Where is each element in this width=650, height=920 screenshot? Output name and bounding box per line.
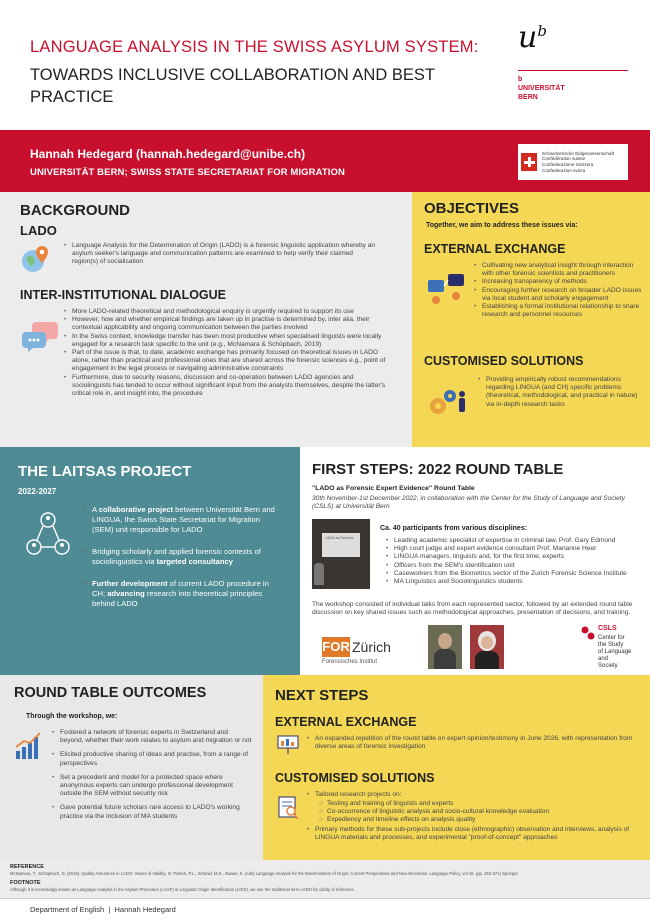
laitsas-item-text: Bridging scholarly and applied forensic contexts of sociolinguistics via [92,547,261,566]
people-network-icon [426,270,468,308]
participant-item: • MA Linguistics and Sociolinguistics students [386,578,644,586]
for-logo-zurich: Zürich [352,639,391,655]
lado-bullet: • Language Analysis for the Determination of Origin (LADO) is a forensic linguistic application whereby an asylum seeker's language and communication patterns are examined to help verify their claimed region(s) of socialisation [64,242,376,267]
next-custom-sub-item: ○ Co-occurrence of linguistic analysis and socio-cultural knowledge evaluation [319,808,635,816]
reference-text: McNamara, T., Schüpbach, D. (2019). Quality Assurance in LADO: Issues of Validity. In: Patrick, P.L., Schmid, M.S., Zwaan, K. (eds) Language Analysis for the Determination of Origin: Current Perspectives and New Directions. Language Policy, vol 16. (pp. 253-271) Springer. [10,871,519,876]
laitsas-item-text: research into theoretical principles behind LADO [92,589,263,608]
next-custom-sub-item: ○ Expediency and timeline effects on analysis quality [319,816,635,824]
gears-person-icon [426,384,470,422]
objectives-custom-list [478,376,638,409]
participants-heading: Ca. 40 participants from various disciplines: [380,525,528,532]
next-steps-heading: NEXT STEPS [275,687,369,704]
dialogue-item: • However, how and whether empirical findings are taken up in practise is determined by, inter alia, their contextual applicability and ongoing communication between the parties involved [64,316,392,332]
author-affiliation: UNIVERSITÄT BERN; SWISS STATE SECRETARIAT FOR MIGRATION [30,167,345,178]
next-custom-heading: CUSTOMISED SOLUTIONS [275,771,435,785]
logo-mark: u [518,20,538,55]
chat-bubbles-icon [22,320,58,354]
objectives-heading: OBJECTIVES [424,200,520,217]
first-steps-section [300,447,650,675]
next-custom-list [307,791,637,799]
outcome-item: • Gave potential future scholars rare access to LADO's working practice via the inclusion of MA students [52,804,252,820]
portrait-photo-1 [428,625,462,669]
csls-title: CSLS [598,625,617,632]
growth-chart-icon [14,731,42,761]
speaker-figure [314,563,324,585]
objectives-external-list [474,262,642,319]
workshop-text: The workshop consisted of individual talks from each represented sector, followed by an extended round table discussion on key shared issues such as methodological approaches, presentation of decisions, and training. [312,601,633,617]
laitsas-item [84,505,280,535]
outcome-item: • Set a precedent and model for a protected space where anonymous experts can undergo professional development outside the SEM without security risk [52,774,252,799]
poster-title-line1: LANGUAGE ANALYSIS IN THE SWISS ASYLUM SYSTEM: [30,38,479,56]
laitsas-section [0,447,300,675]
participants-list [386,537,644,586]
outcomes-heading: ROUND TABLE OUTCOMES [14,685,207,701]
objectives-intro: Together, we aim to address these issues via: [426,222,578,229]
poster-footer [0,898,650,920]
presentation-icon [277,735,299,755]
portrait-photo-2 [470,625,504,669]
swiss-name-it: Confederazione Svizzera [542,162,594,167]
objectives-custom-item: • Providing empirically robust recommendations regarding LINGUA (and CH) specific problems (theoretical, methodological, and practical in nature) via in-depth research tasks [478,376,638,409]
background-section [0,192,412,447]
first-steps-heading: FIRST STEPS: 2022 ROUND TABLE [312,461,564,478]
dialogue-item: • More LADO-related theoretical and methodological enquiry is urgently required to support its use [64,308,392,316]
laitsas-item [84,579,280,609]
participant-item: • High court judge and expert evidence consultant Prof. Marianne Heer [386,545,644,553]
swiss-flag-icon [521,153,537,171]
laitsas-item-bold: targeted consultancy [156,557,233,566]
dialogue-heading: INTER-INSTITUTIONAL DIALOGUE [20,288,227,302]
participant-item: • Leading academic specialist of expertise in criminal law, Prof. Gary Edmond [386,537,644,545]
for-logo-box: FOR [322,637,350,657]
csls-line: the Study [598,642,624,648]
objectives-section [412,192,650,447]
logo-line1: b [518,76,523,83]
csls-mark-icon [580,625,596,641]
globe-location-icon [20,244,52,276]
outcomes-section [0,675,263,860]
team-network-icon [26,511,70,557]
next-steps-section [263,675,650,860]
laitsas-item-bold: advancing [107,589,145,598]
next-external-list [307,735,637,751]
author-name: Hannah Hedegard (hannah.hedegard@unibe.ch) [30,147,306,161]
swiss-name-fr: Confédération suisse [542,156,586,162]
laitsas-list [84,505,280,609]
research-document-icon [277,795,299,821]
participant-item: • Caseworkers from the Biometrics sector of the Zurich Forensic Science Institute [386,570,644,578]
first-steps-subtitle: "LADO as Forensic Expert Evidence" Round Table [312,485,475,492]
csls-line: Center for [598,635,625,641]
objectives-external-item: • Establishing a formal institutional relationship to share research and personnel resources [474,303,642,319]
swiss-name-de: Schweizerische Eidgenossenschaft [542,150,615,156]
next-custom-intro: • Tailored research projects on: [307,791,637,799]
footer-text: Department of English | Hannah Hedegard [30,905,176,914]
screen-text: LADO as Forensic [322,533,360,557]
outcome-item: • Fostered a network of forensic experts in Switzerland and beyond, whether their work relates to asylum and migration or not [52,729,252,745]
poster-title-line2: TOWARDS INCLUSIVE COLLABORATION AND BEST PRACTICE [30,66,435,106]
next-custom-more-list [307,826,637,842]
footnote-label: FOOTNOTE [10,880,41,886]
dialogue-list [64,308,392,398]
objectives-external-item: • Cultivating new analytical insight through interaction with other forensic scientists and practitioners [474,262,642,278]
objectives-external-item: • Encouraging further research on broader LADO issues via local student and scholarly engagement [474,287,642,303]
for-zurich-logo [322,633,398,669]
participant-item: • LINGUA managers, linguists and, for the first time, experts [386,553,644,561]
university-bern-logo [518,20,628,100]
next-custom-sub-item: ○ Testing and training of linguists and experts [319,800,635,808]
laitsas-years: 2022-2027 [18,487,57,496]
logo-divider [518,70,628,71]
csls-line: of Language [598,649,632,655]
dialogue-item: • Part of the issue is that, to date, academic exchange has primarily focused on theoretical issues in LADO alone, rather than practical and professional ones that are shared across the forensic sciences e.g., point of engagement in the legal process or navigating administrative constraints [64,349,392,374]
outcomes-intro: Through the workshop, we: [26,713,118,720]
objectives-external-heading: EXTERNAL EXCHANGE [424,242,566,256]
footnote-text: Although it is increasingly known as Language Analysis in the Asylum Procedure (LAAP) or Linguistic Origin Identification (LOID), we use the traditional term LADO for clarity of reference. [10,887,355,892]
laitsas-item-bold: collaborative project [98,505,174,514]
outcome-item: • Elicited productive sharing of ideas and practise, from a range of perspectives [52,751,252,767]
first-steps-dates: 30th November-1st December 2022, in collaboration with the Center for the Study of Language and Society (CSLS) at Universität Bern [312,495,625,511]
laitsas-item [84,547,280,567]
round-table-photo [312,519,370,589]
laitsas-item-text: A [92,505,99,514]
laitsas-item-text: of current LADO procedure in CH; [92,579,269,598]
laitsas-item-bold: Further development [92,579,168,588]
laitsas-item-text: between Universität Bern and LINGUA, the Swiss State Secretariat for Migration (SEM) unit responsible for LADO [92,505,275,534]
laitsas-heading: THE LAITSAS PROJECT [18,463,192,480]
csls-logo [580,625,636,671]
dialogue-item: • In the Swiss context, knowledge transfer has been most productive when specialised linguists were locally engaged for a research task specific to the unit (e.g., McNamara & Schüpbach, 2019) [64,333,392,349]
lado-heading: LADO [20,223,57,238]
next-custom-more: • Primary methods for these sub-projects include close (ethnographic) observation and interviews, analysis of LINGUA materials and processes, and experimental "proof-of-concept" approaches [307,826,637,842]
objectives-external-item: • Increasing transparency of methods [474,278,642,286]
participant-item: • Officers from the SEM's Identification unit [386,562,644,570]
objectives-custom-heading: CUSTOMISED SOLUTIONS [424,354,584,368]
logo-line3: BERN [518,94,538,101]
reference-label: REFERENCE [10,864,44,870]
next-external-item: • An expanded repetition of the round table on expert opinion/testimony in June 2026, with representation from diverse areas of forensic investigation [307,735,637,751]
csls-line: and [598,656,609,662]
next-custom-sublist [319,800,635,825]
logo-sup: b [537,22,547,40]
lado-list [64,242,376,267]
outcomes-list [52,729,252,821]
background-heading: BACKGROUND [20,202,130,219]
csls-line: Society [598,663,618,669]
swiss-confederation-logo [518,144,628,180]
dialogue-item: • Furthermore, due to security reasons, discussion and co-operation between LADO agencies and sociolinguists has tended to occur without significant input from the analysts themselves, despite the latter's critical role in, and insight into, the procedure [64,374,392,399]
swiss-name-rm: Confederaziun svizra [542,167,586,173]
logo-line2: UNIVERSITÄT [518,85,565,92]
next-external-heading: EXTERNAL EXCHANGE [275,715,417,729]
references-section [0,860,650,898]
for-logo-sub: Forensisches Institut [322,659,378,665]
